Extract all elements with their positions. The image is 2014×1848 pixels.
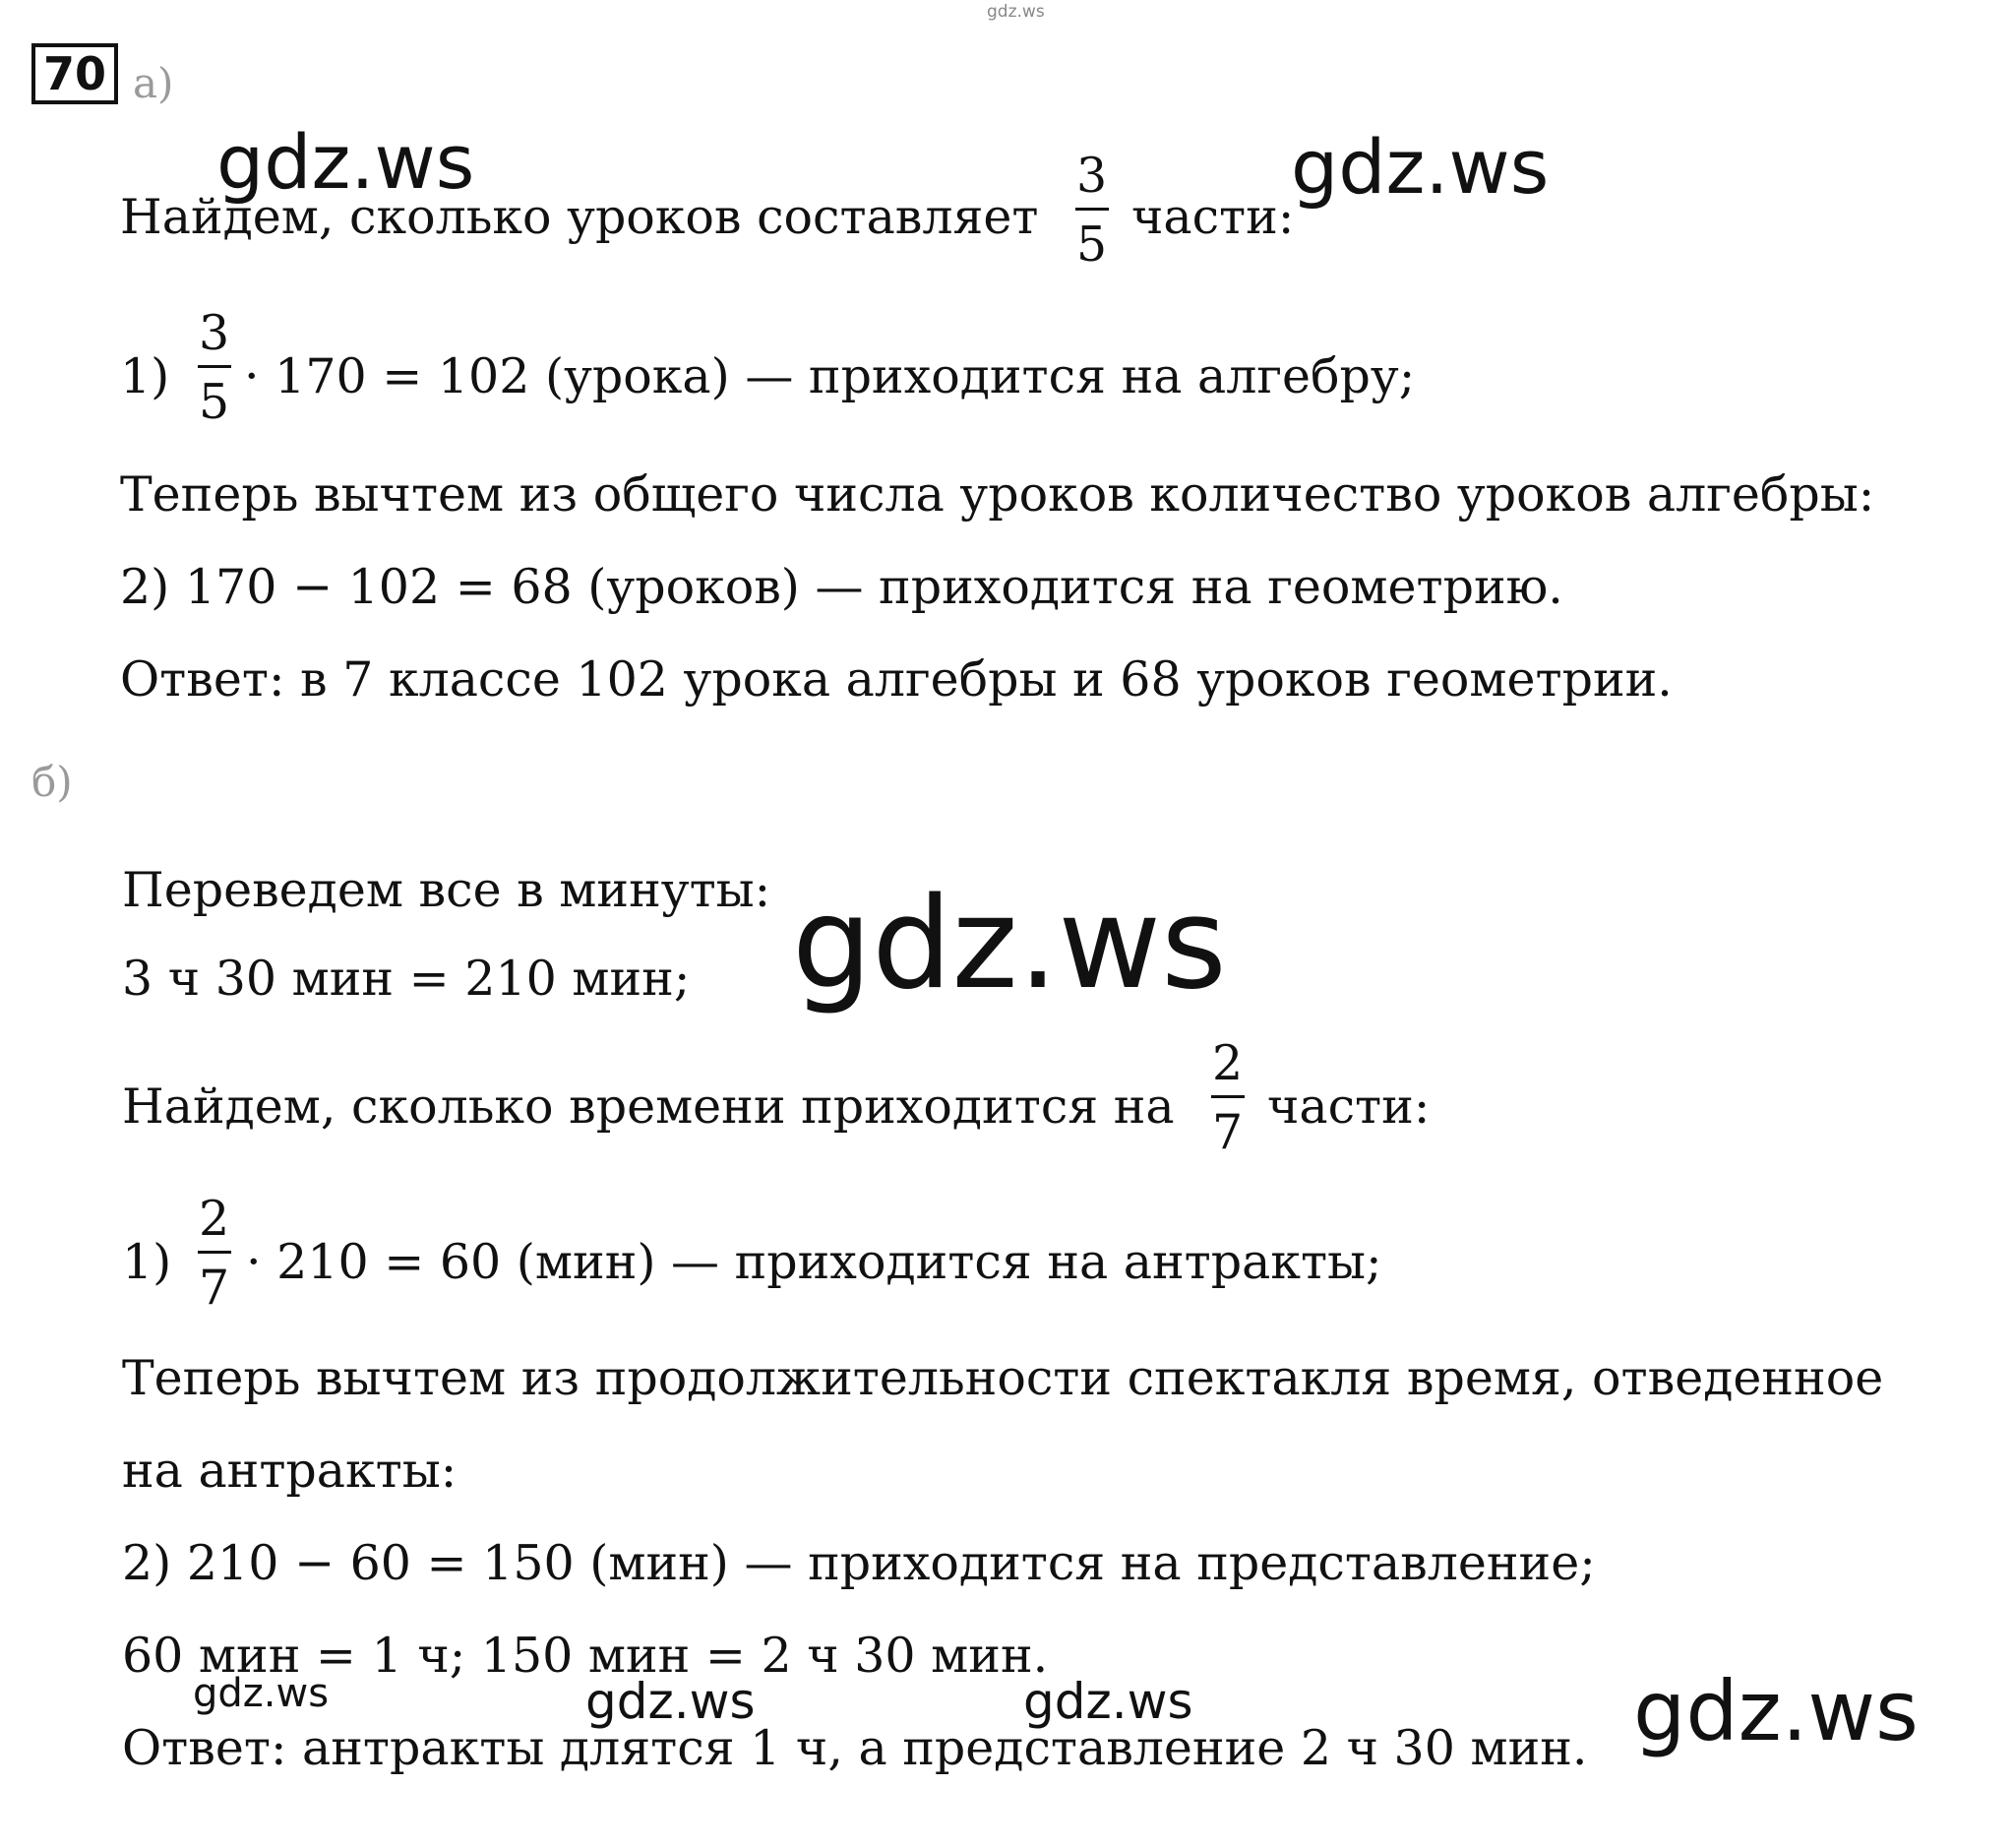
part-b-convert-title: Переведем все в минуты:: [122, 862, 771, 918]
part-a-step2: 2) 170 − 102 = 68 (уроков) — приходится на геометрию.: [120, 559, 1563, 615]
part-b-step2: 2) 210 − 60 = 150 (мин) — приходится на представление;: [122, 1535, 1596, 1591]
part-a-answer: Ответ: в 7 классе 102 урока алгебры и 68 уроков геометрии.: [120, 651, 1673, 708]
part-b-subtract-line-2: на антракты:: [122, 1443, 458, 1499]
part-a-step1-fraction: [195, 305, 233, 430]
watermark-a-left: gdz.ws: [216, 118, 475, 206]
fraction-bar: [198, 1251, 231, 1254]
part-b-intro-before: Найдем, сколько времени приходится на: [122, 1078, 1175, 1135]
watermark-bottom-right: gdz.ws: [1633, 1663, 1919, 1759]
fraction-denominator: 7: [199, 1260, 230, 1316]
fraction-bar: [1211, 1095, 1245, 1098]
fraction-numerator: 3: [199, 305, 230, 361]
fraction-numerator: 3: [1076, 148, 1108, 204]
watermark-tiny: gdz.ws: [987, 2, 1045, 22]
fraction-bar: [198, 365, 231, 368]
fraction-bar: [1075, 208, 1109, 211]
part-b-label: б): [31, 758, 73, 806]
part-a-intro-fraction: [1072, 148, 1111, 273]
part-b-intro-after: части:: [1267, 1078, 1431, 1135]
part-b-step1-prefix: 1): [122, 1234, 172, 1290]
part-a-subtract-line: Теперь вычтем из общего числа уроков количество уроков алгебры:: [120, 466, 1875, 523]
part-a-intro: [120, 189, 1039, 245]
fraction-denominator: 5: [1076, 216, 1108, 273]
part-b-subtract-line-1: Теперь вычтем из продолжительности спектакля время, отведенное: [122, 1350, 1884, 1406]
watermark-center: gdz.ws: [792, 871, 1227, 1017]
part-b-step1-fraction: [195, 1191, 233, 1316]
fraction-denominator: 5: [199, 374, 230, 430]
part-b-conversion: 60 мин = 1 ч; 150 мин = 2 ч 30 мин.: [122, 1628, 1049, 1684]
part-b-convert-line: 3 ч 30 мин = 210 мин;: [122, 951, 691, 1007]
problem-number-badge: 70: [31, 43, 118, 104]
part-a-step1-rest: · 170 = 102 (урока) — приходится на алгебру;: [244, 348, 1416, 404]
watermark-bottom-3: gdz.ws: [1023, 1673, 1193, 1730]
part-a-intro-after: части:: [1131, 189, 1295, 245]
fraction-numerator: 2: [199, 1191, 230, 1247]
watermark-bottom-1: gdz.ws: [193, 1671, 330, 1716]
part-b-intro-fraction: [1208, 1035, 1247, 1160]
watermark-a-right: gdz.ws: [1291, 123, 1550, 211]
part-a-step1-prefix: 1): [120, 348, 170, 404]
fraction-denominator: 7: [1212, 1104, 1244, 1160]
part-b-answer: Ответ: антракты длятся 1 ч, а представление 2 ч 30 мин.: [122, 1720, 1588, 1776]
part-b-step1-rest: · 210 = 60 (мин) — приходится на антракты;: [246, 1234, 1382, 1290]
fraction-numerator: 2: [1212, 1035, 1244, 1091]
watermark-bottom-2: gdz.ws: [585, 1673, 756, 1730]
part-a-label: а): [133, 59, 174, 107]
part-a-intro-before: Найдем, сколько уроков составляет: [120, 189, 1039, 245]
